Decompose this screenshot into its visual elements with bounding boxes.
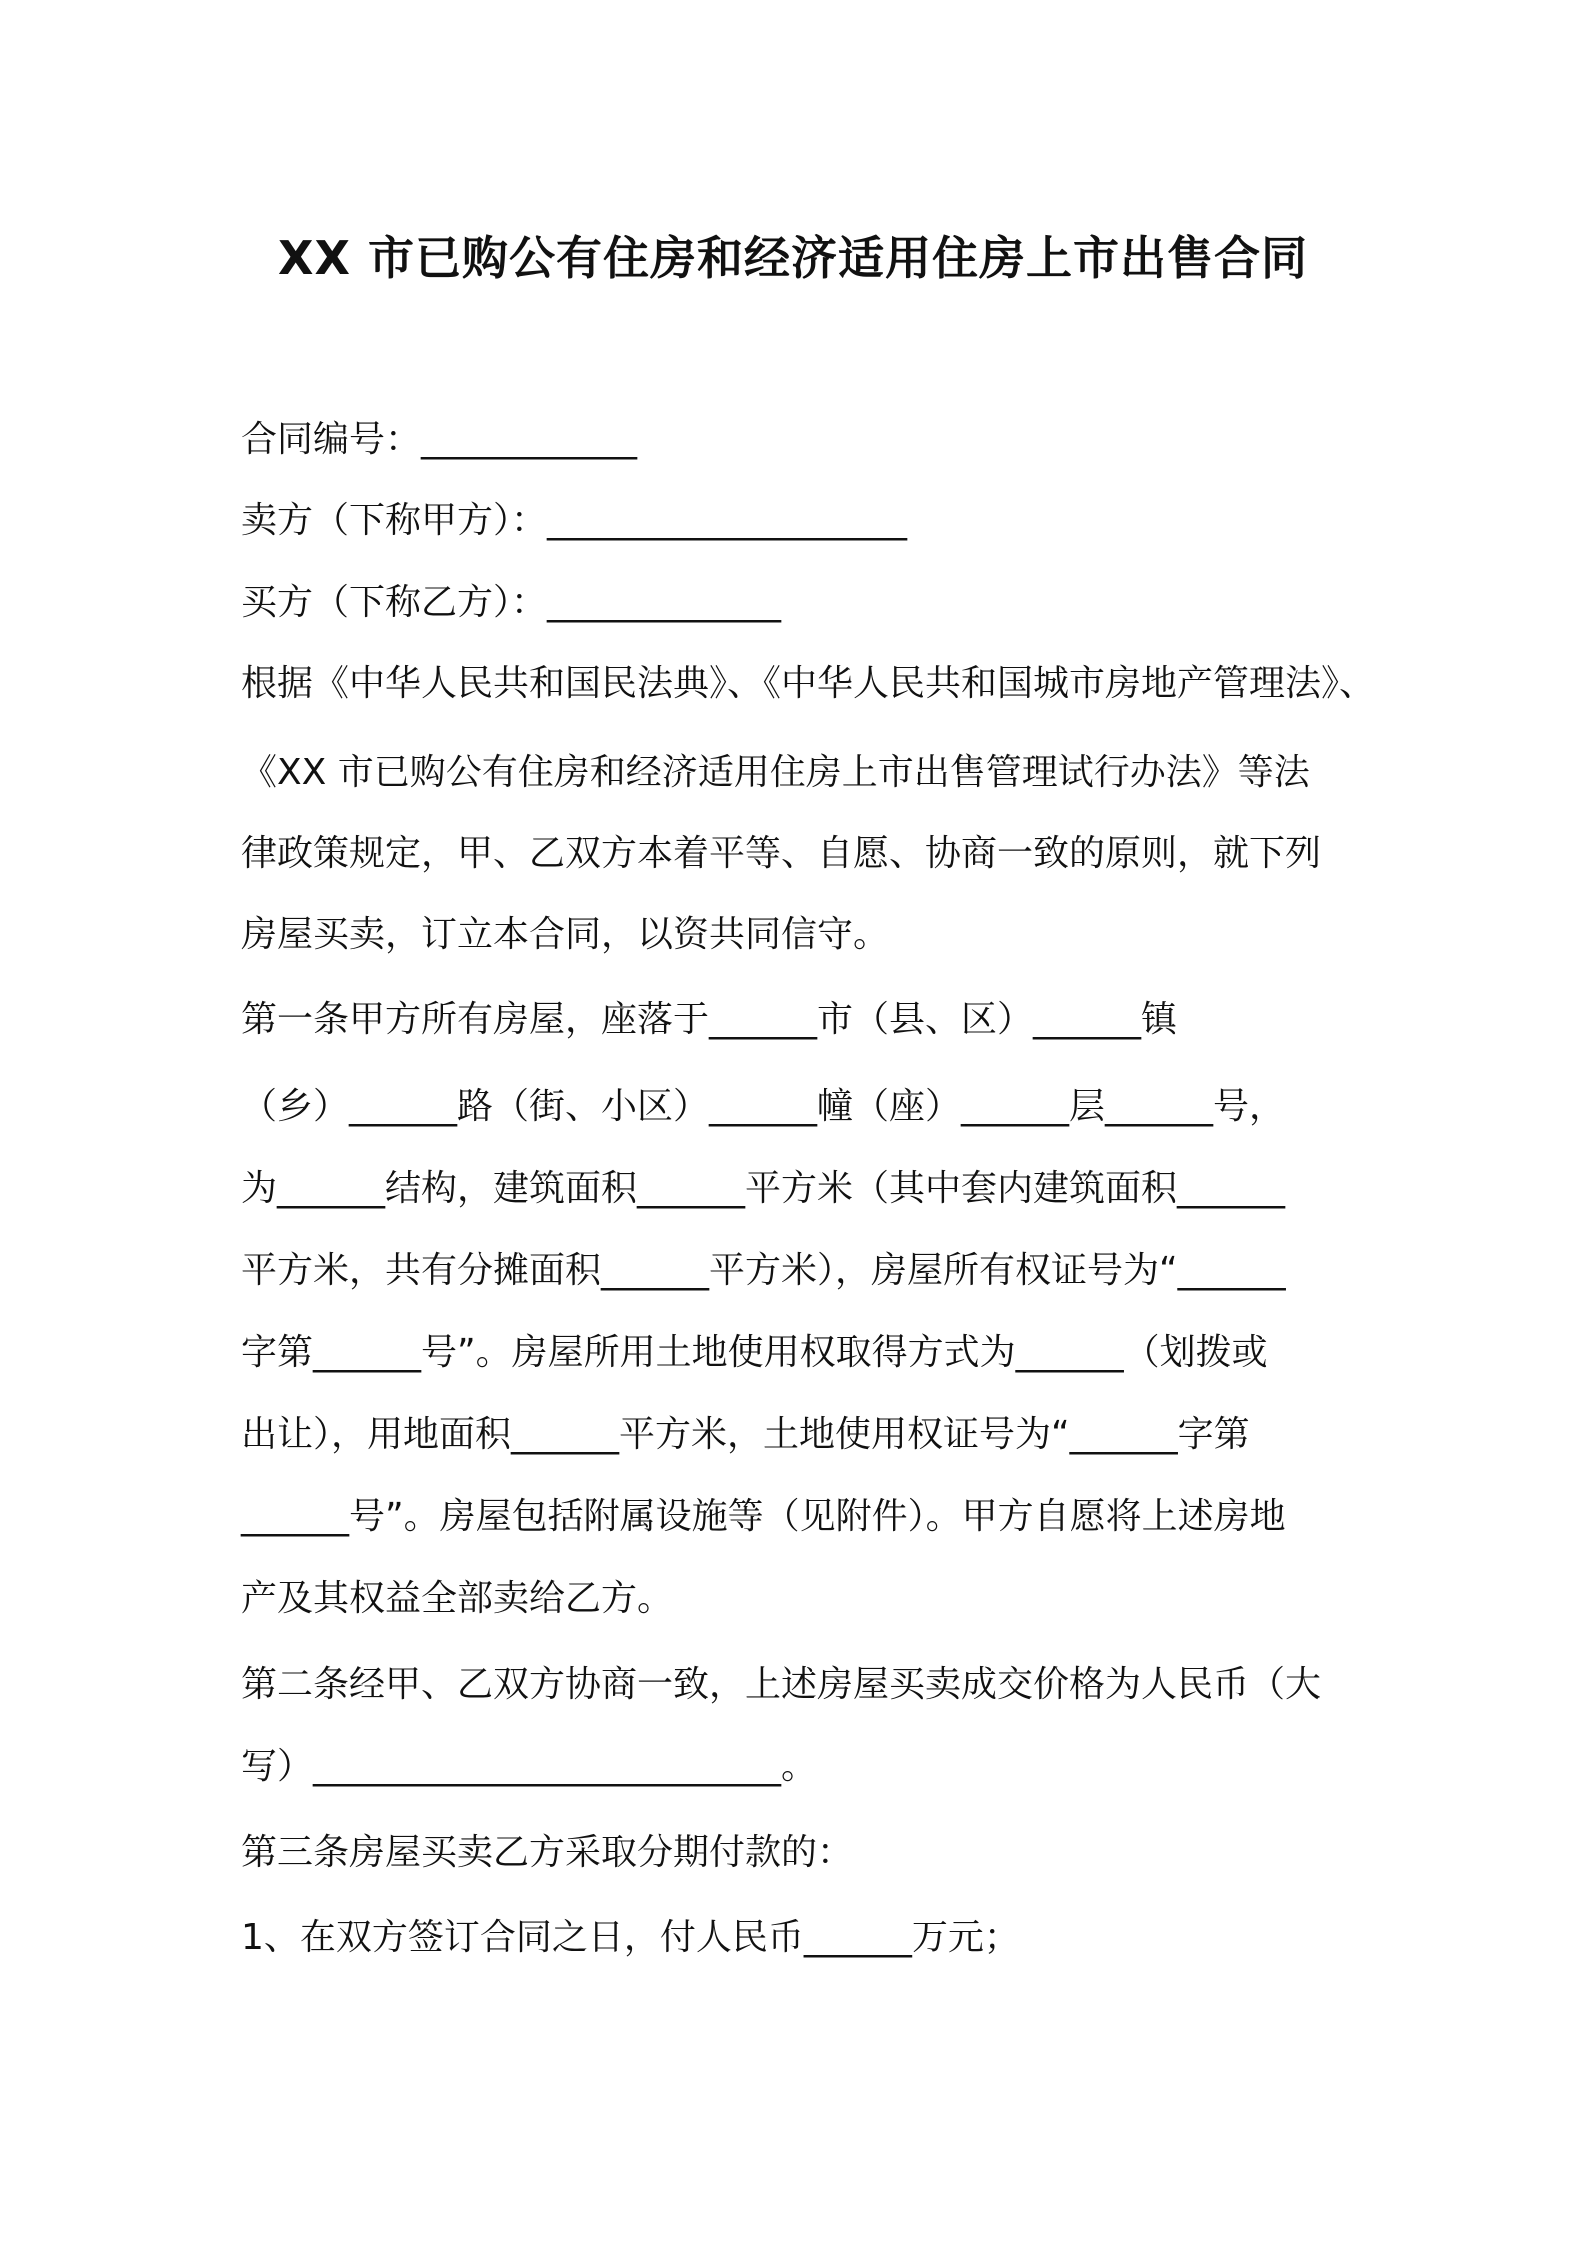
contract-number-line: 合同编号：____________: [241, 419, 638, 460]
article-three-line: 第三条房屋买卖乙方采取分期付款的：: [241, 1832, 854, 1873]
paragraph-line: 《XX 市已购公有住房和经济适用住房上市出售管理试行办法》等法: [241, 752, 1310, 793]
paragraph-line: 为______结构，建筑面积______平方米（其中套内建筑面积______: [241, 1168, 1286, 1209]
paragraph-line: 平方米，共有分摊面积______平方米），房屋所有权证号为“______: [241, 1250, 1286, 1291]
paragraph-line: （乡）______路（街、小区）______幢（座）______层______号，: [241, 1086, 1286, 1127]
paragraph-line: 字第______号”。房屋所用土地使用权取得方式为______（划拨或: [241, 1332, 1268, 1373]
paragraph-line: 根据《中华人民共和国民法典》、《中华人民共和国城市房地产管理法》、: [241, 663, 1376, 704]
paragraph-line: 写）__________________________。: [241, 1746, 817, 1787]
paragraph-line: 房屋买卖，订立本合同，以资共同信守。: [241, 914, 890, 955]
paragraph-line: 出让），用地面积______平方米，土地使用权证号为“______字第: [241, 1414, 1250, 1455]
buyer-line: 买方（下称乙方）：_____________: [241, 582, 782, 623]
article-one-line: 第一条甲方所有房屋，座落于______市（县、区）______镇: [241, 999, 1178, 1040]
article-two-line: 第二条经甲、乙双方协商一致，上述房屋买卖成交价格为人民币（大: [241, 1664, 1322, 1705]
paragraph-line: 产及其权益全部卖给乙方。: [241, 1578, 674, 1619]
contract-title: XX 市已购公有住房和经济适用住房上市出售合同: [278, 231, 1308, 285]
paragraph-line: ______号”。房屋包括附属设施等（见附件）。甲方自愿将上述房地: [241, 1496, 1286, 1537]
seller-line: 卖方（下称甲方）：____________________: [241, 500, 908, 541]
payment-item-line: 1、在双方签订合同之日，付人民币______万元；: [241, 1917, 1020, 1958]
paragraph-line: 律政策规定，甲、乙双方本着平等、自愿、协商一致的原则，就下列: [241, 833, 1322, 874]
